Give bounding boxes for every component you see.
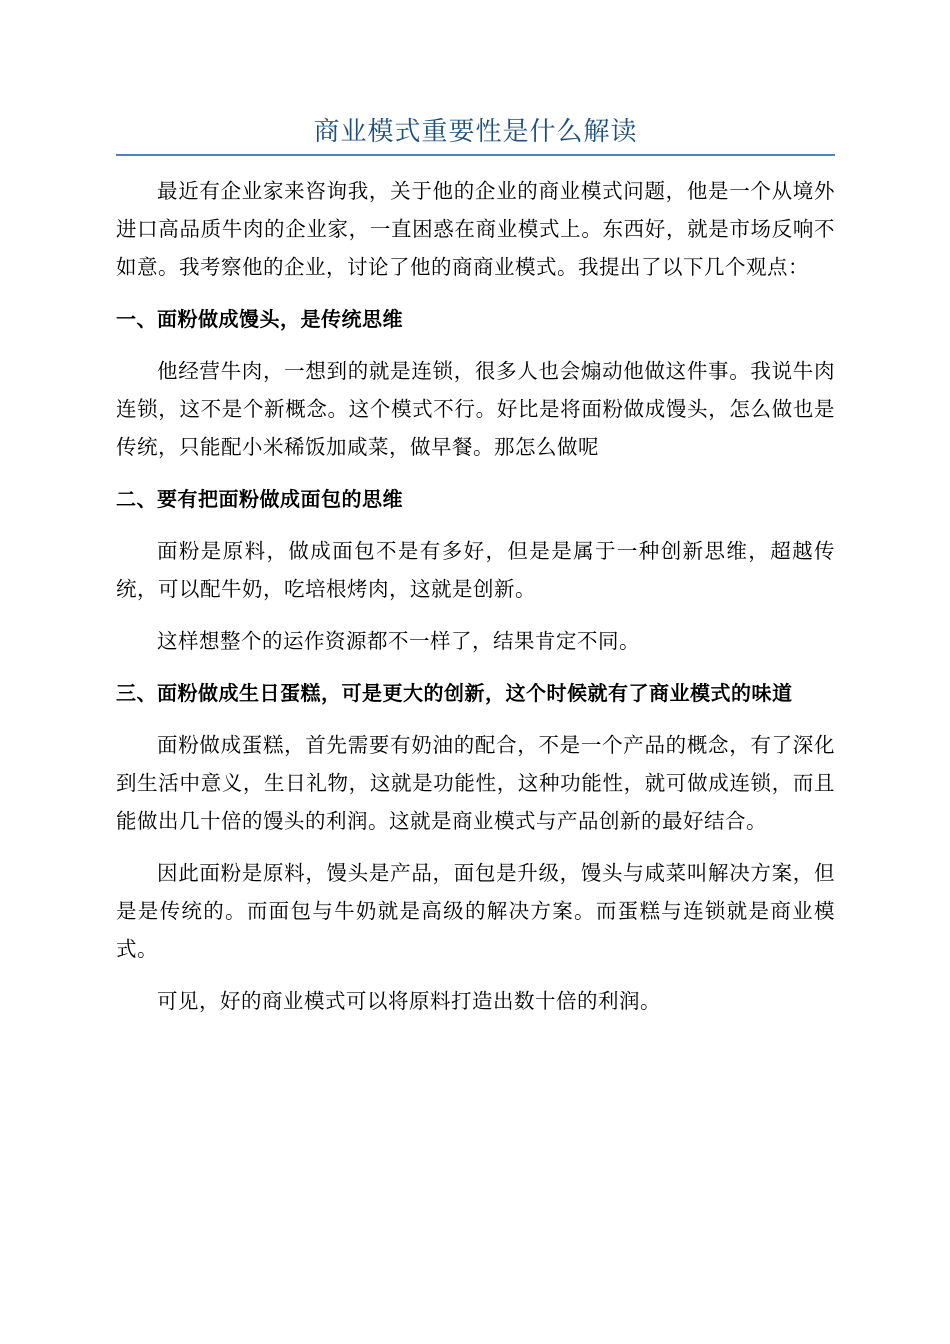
paragraph-section-2: 面粉是原料，做成面包不是有多好，但是是属于一种创新思维，超越传统，可以配牛奶，吃培根烤肉，这就是创新。: [116, 539, 835, 601]
paragraph-section-3: 面粉做成蛋糕，首先需要有奶油的配合，不是一个产品的概念，有了深化到生活中意义，生日礼物，这就是功能性，这种功能性，就可做成连锁，而且能做出几十倍的馒头的利润。这就是商业模式与产品创新的最好结合。: [116, 733, 835, 833]
section-heading-1: 一、面粉做成馒头，是传统思维: [116, 307, 403, 331]
section-heading-3: 三、面粉做成生日蛋糕，可是更大的创新，这个时候就有了商业模式的味道: [116, 681, 793, 705]
document-body: [116, 172, 835, 1020]
paragraph-section-2b: 这样想整个的运作资源都不一样了，结果肯定不同。: [157, 629, 640, 653]
paragraph-conclusion: 可见，好的商业模式可以将原料打造出数十倍的利润。: [157, 989, 661, 1013]
title-block: [116, 112, 835, 156]
section-heading-2: 二、要有把面粉做成面包的思维: [116, 487, 403, 511]
paragraph-section-1: 他经营牛肉，一想到的就是连锁，很多人也会煽动他做这件事。我说牛肉连锁，这不是个新概念。这个模式不行。好比是将面粉做成馒头，怎么做也是传统，只能配小米稀饭加咸菜，做早餐。那怎么做呢: [116, 359, 835, 459]
page-title: 商业模式重要性是什么解读: [313, 117, 638, 147]
paragraph-summary: 因此面粉是原料，馒头是产品，面包是升级，馒头与咸菜叫解决方案，但是是传统的。而面包与牛奶就是高级的解决方案。而蛋糕与连锁就是商业模式。: [116, 861, 835, 961]
paragraph-intro: 最近有企业家来咨询我，关于他的企业的商业模式问题，他是一个从境外进口高品质牛肉的企业家，一直困惑在商业模式上。东西好，就是市场反响不如意。我考察他的企业，讨论了他的商商业模式。我提出了以下几个观点：: [116, 179, 835, 279]
